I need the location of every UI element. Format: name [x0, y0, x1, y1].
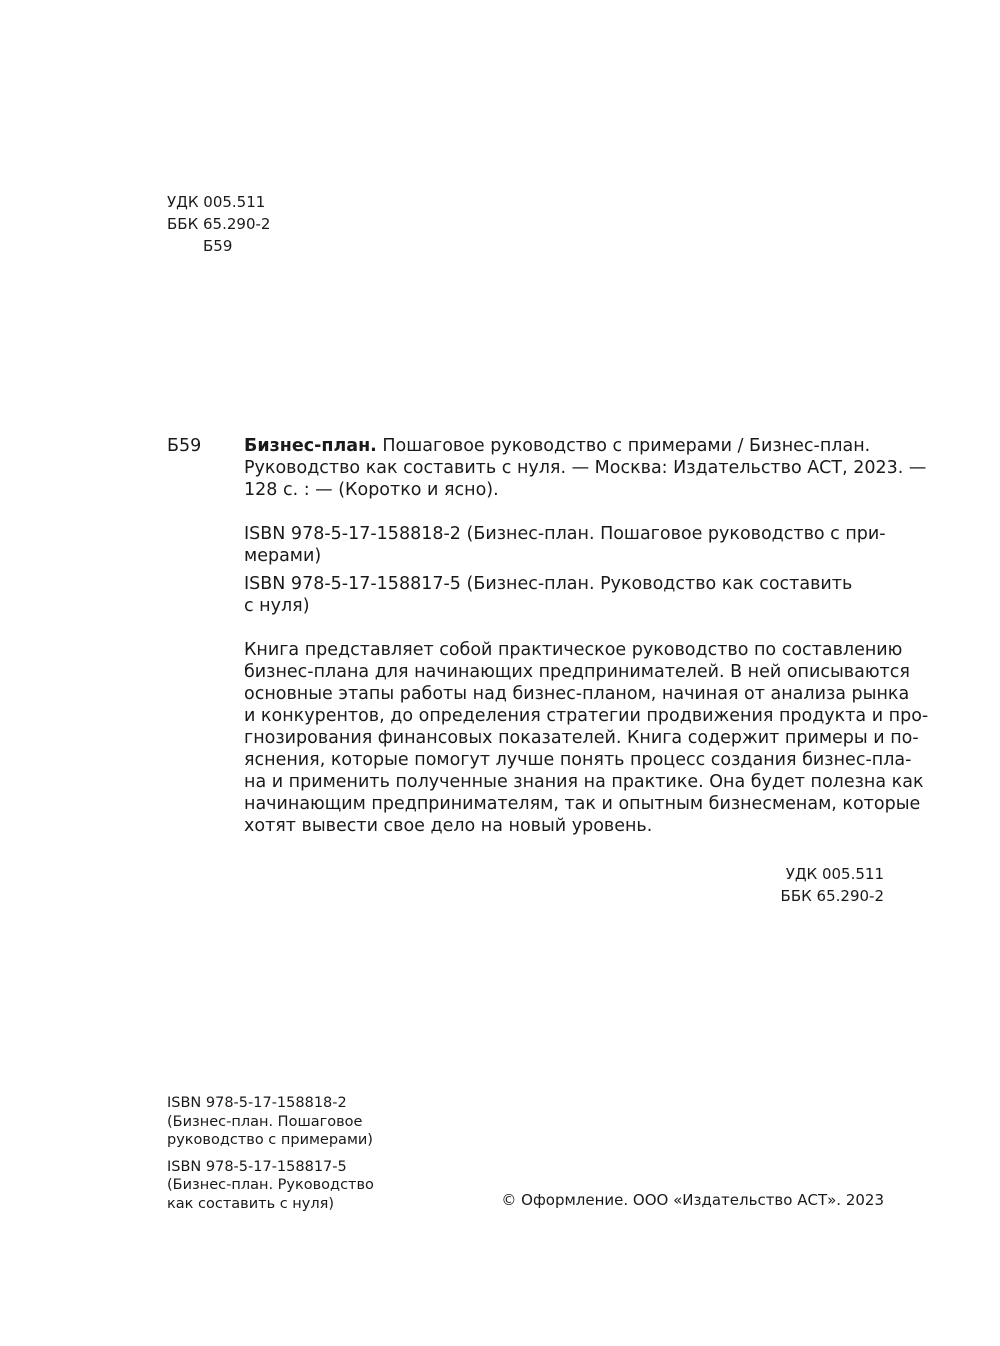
top-classification	[167, 191, 270, 257]
entry-bbk-code: ББК 65.290-2	[780, 887, 884, 905]
entry-author-mark: Б59	[167, 436, 202, 456]
entry-classification	[244, 863, 884, 907]
bbk-code: ББК 65.290-2	[167, 215, 271, 233]
footer-isbn-2: ISBN 978-5-17-158817-5 (Бизнес-план. Руководство как составить с нуля)	[167, 1158, 374, 1212]
author-mark: Б59	[203, 237, 233, 255]
udk-code: УДК 005.511	[167, 193, 266, 211]
copyright-notice: © Оформление. ООО «Издательство АСТ». 2023	[501, 1191, 884, 1209]
footer-isbn-1: ISBN 978-5-17-158818-2 (Бизнес-план. Пошаговое руководство с примерами)	[167, 1095, 373, 1148]
catalog-entry	[244, 435, 929, 907]
isbn-entry-1: ISBN 978-5-17-158818-2 (Бизнес-план. Пошаговое руководство с при- мерами)	[244, 524, 886, 566]
annotation: Книга представляет собой практическое руководство по составлению бизнес-плана для начинающих предпринимателей. В ней описываются основные этапы работы над бизнес-планом, начиная от анализа рынка и конкурентов, до определения стратегии продвижения продукта и про- гнозирования финансовых показателей. Книга содержит примеры и по- яснения, которые помогут лучше понять процесс создания бизнес-пла- на и применить полученные знания на практике. Она будет полезна как начинающим предпринимателям, так и опытным бизнесменам, которые хотят вывести свое дело на новый уровень.	[244, 640, 929, 836]
footer-isbn-list	[167, 1094, 374, 1213]
bibliographic-description: Бизнес-план. Пошаговое руководство с примерами / Бизнес-план. Руководство как составить с нуля. — Москва: Издательство АСТ, 2023. — 128 с. : — (Коротко и ясно).	[244, 436, 927, 500]
isbn-entry-2: ISBN 978-5-17-158817-5 (Бизнес-план. Руководство как составить с нуля)	[244, 574, 853, 616]
entry-udk-code: УДК 005.511	[785, 865, 884, 883]
book-title: Бизнес-план.	[244, 436, 377, 456]
